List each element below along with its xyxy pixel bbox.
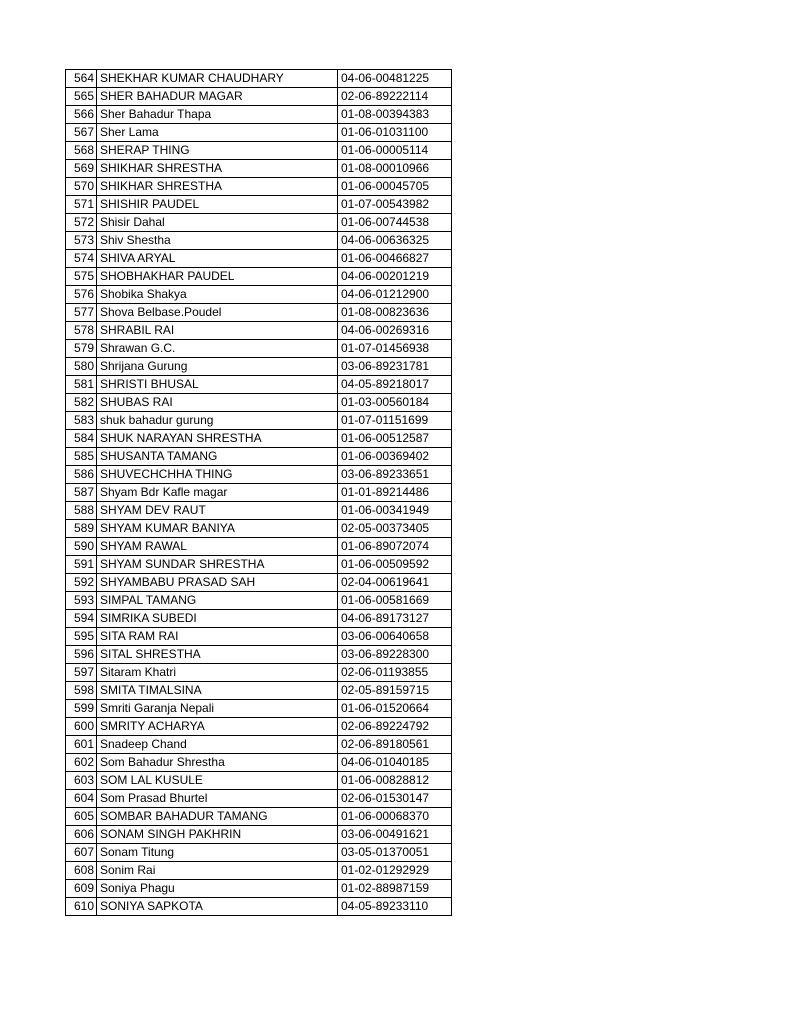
table-row (66, 574, 452, 592)
row-number-cell: 592 (66, 574, 97, 592)
row-number-cell: 569 (66, 160, 97, 178)
table-row (66, 664, 452, 682)
name-cell: SHYAM SUNDAR SHRESTHA (97, 556, 338, 574)
roster-body (66, 70, 452, 916)
id-number-cell: 01-06-00828812 (338, 772, 452, 790)
table-row (66, 286, 452, 304)
row-number-cell: 598 (66, 682, 97, 700)
name-cell: Sher Bahadur Thapa (97, 106, 338, 124)
table-row (66, 826, 452, 844)
table-row (66, 430, 452, 448)
name-cell: Som Prasad Bhurtel (97, 790, 338, 808)
row-number-cell: 595 (66, 628, 97, 646)
table-row (66, 412, 452, 430)
table-row (66, 538, 452, 556)
table-row (66, 790, 452, 808)
name-cell: Shyam Bdr Kafle magar (97, 484, 338, 502)
name-cell: SHISHIR PAUDEL (97, 196, 338, 214)
name-cell: SIMPAL TAMANG (97, 592, 338, 610)
id-number-cell: 01-06-89072074 (338, 538, 452, 556)
table-row (66, 502, 452, 520)
table-row (66, 466, 452, 484)
id-number-cell: 01-06-00005114 (338, 142, 452, 160)
name-cell: Shobika Shakya (97, 286, 338, 304)
table-row (66, 772, 452, 790)
row-number-cell: 596 (66, 646, 97, 664)
id-number-cell: 01-08-00010966 (338, 160, 452, 178)
name-cell: SHUVECHCHHA THING (97, 466, 338, 484)
id-number-cell: 01-06-00045705 (338, 178, 452, 196)
table-row (66, 880, 452, 898)
table-row (66, 142, 452, 160)
table-row (66, 520, 452, 538)
id-number-cell: 04-06-01212900 (338, 286, 452, 304)
id-number-cell: 02-06-01530147 (338, 790, 452, 808)
name-cell: SHUK NARAYAN SHRESTHA (97, 430, 338, 448)
row-number-cell: 564 (66, 70, 97, 88)
table-row (66, 862, 452, 880)
table-row (66, 70, 452, 88)
table-row (66, 322, 452, 340)
row-number-cell: 588 (66, 502, 97, 520)
id-number-cell: 02-06-89222114 (338, 88, 452, 106)
id-number-cell: 01-06-00512587 (338, 430, 452, 448)
row-number-cell: 574 (66, 250, 97, 268)
name-cell: SONAM SINGH PAKHRIN (97, 826, 338, 844)
row-number-cell: 567 (66, 124, 97, 142)
id-number-cell: 02-06-89224792 (338, 718, 452, 736)
row-number-cell: 568 (66, 142, 97, 160)
id-number-cell: 04-05-89218017 (338, 376, 452, 394)
name-cell: Soniya Phagu (97, 880, 338, 898)
row-number-cell: 579 (66, 340, 97, 358)
name-cell: Shisir Dahal (97, 214, 338, 232)
table-row (66, 358, 452, 376)
row-number-cell: 610 (66, 898, 97, 916)
name-cell: SHRABIL RAI (97, 322, 338, 340)
row-number-cell: 594 (66, 610, 97, 628)
name-cell: SHOBHAKHAR PAUDEL (97, 268, 338, 286)
table-row (66, 268, 452, 286)
table-row (66, 592, 452, 610)
name-cell: SHERAP THING (97, 142, 338, 160)
table-row (66, 394, 452, 412)
id-number-cell: 04-06-00481225 (338, 70, 452, 88)
row-number-cell: 597 (66, 664, 97, 682)
id-number-cell: 01-06-00744538 (338, 214, 452, 232)
row-number-cell: 581 (66, 376, 97, 394)
row-number-cell: 572 (66, 214, 97, 232)
id-number-cell: 01-06-00341949 (338, 502, 452, 520)
id-number-cell: 03-06-89231781 (338, 358, 452, 376)
row-number-cell: 599 (66, 700, 97, 718)
id-number-cell: 01-07-01456938 (338, 340, 452, 358)
table-row (66, 196, 452, 214)
id-number-cell: 01-03-00560184 (338, 394, 452, 412)
id-number-cell: 04-05-89233110 (338, 898, 452, 916)
row-number-cell: 578 (66, 322, 97, 340)
name-cell: SHUBAS RAI (97, 394, 338, 412)
row-number-cell: 606 (66, 826, 97, 844)
name-cell: SHIKHAR SHRESTHA (97, 160, 338, 178)
row-number-cell: 590 (66, 538, 97, 556)
name-cell: SHYAMBABU PRASAD SAH (97, 574, 338, 592)
id-number-cell: 03-06-89233651 (338, 466, 452, 484)
row-number-cell: 571 (66, 196, 97, 214)
name-cell: SOM LAL KUSULE (97, 772, 338, 790)
name-cell: Snadeep Chand (97, 736, 338, 754)
name-cell: Shova Belbase.Poudel (97, 304, 338, 322)
name-cell: SITA RAM RAI (97, 628, 338, 646)
name-cell: SHYAM KUMAR BANIYA (97, 520, 338, 538)
row-number-cell: 604 (66, 790, 97, 808)
id-number-cell: 01-06-01520664 (338, 700, 452, 718)
id-number-cell: 04-06-89173127 (338, 610, 452, 628)
table-row (66, 556, 452, 574)
name-cell: Shiv Shestha (97, 232, 338, 250)
name-cell: Som Bahadur Shrestha (97, 754, 338, 772)
id-number-cell: 01-01-89214486 (338, 484, 452, 502)
name-cell: shuk bahadur gurung (97, 412, 338, 430)
id-number-cell: 01-06-00581669 (338, 592, 452, 610)
id-number-cell: 01-06-00509592 (338, 556, 452, 574)
name-cell: SIMRIKA SUBEDI (97, 610, 338, 628)
row-number-cell: 587 (66, 484, 97, 502)
table-row (66, 160, 452, 178)
row-number-cell: 609 (66, 880, 97, 898)
table-row (66, 304, 452, 322)
name-cell: Sher Lama (97, 124, 338, 142)
table-row (66, 448, 452, 466)
table-row (66, 628, 452, 646)
name-cell: SHYAM RAWAL (97, 538, 338, 556)
name-cell: SMRITY ACHARYA (97, 718, 338, 736)
table-row (66, 610, 452, 628)
id-number-cell: 02-05-00373405 (338, 520, 452, 538)
table-row (66, 88, 452, 106)
table-row (66, 106, 452, 124)
name-cell: Shrawan G.C. (97, 340, 338, 358)
id-number-cell: 01-06-00466827 (338, 250, 452, 268)
row-number-cell: 605 (66, 808, 97, 826)
row-number-cell: 584 (66, 430, 97, 448)
name-cell: SHEKHAR KUMAR CHAUDHARY (97, 70, 338, 88)
id-number-cell: 01-08-00823636 (338, 304, 452, 322)
table-row (66, 232, 452, 250)
id-number-cell: 03-06-89228300 (338, 646, 452, 664)
row-number-cell: 570 (66, 178, 97, 196)
row-number-cell: 591 (66, 556, 97, 574)
name-cell: SHIVA ARYAL (97, 250, 338, 268)
id-number-cell: 04-06-00201219 (338, 268, 452, 286)
table-row (66, 754, 452, 772)
name-cell: Sonam Titung (97, 844, 338, 862)
name-cell: Smriti Garanja Nepali (97, 700, 338, 718)
id-number-cell: 03-06-00640658 (338, 628, 452, 646)
id-number-cell: 01-02-01292929 (338, 862, 452, 880)
row-number-cell: 600 (66, 718, 97, 736)
row-number-cell: 603 (66, 772, 97, 790)
row-number-cell: 577 (66, 304, 97, 322)
row-number-cell: 576 (66, 286, 97, 304)
id-number-cell: 01-06-00369402 (338, 448, 452, 466)
row-number-cell: 602 (66, 754, 97, 772)
row-number-cell: 608 (66, 862, 97, 880)
table-row (66, 250, 452, 268)
row-number-cell: 580 (66, 358, 97, 376)
table-row (66, 718, 452, 736)
row-number-cell: 585 (66, 448, 97, 466)
table-row (66, 124, 452, 142)
table-row (66, 844, 452, 862)
id-number-cell: 04-06-00636325 (338, 232, 452, 250)
table-row (66, 214, 452, 232)
id-number-cell: 01-02-88987159 (338, 880, 452, 898)
table-row (66, 340, 452, 358)
id-number-cell: 02-05-89159715 (338, 682, 452, 700)
id-number-cell: 02-04-00619641 (338, 574, 452, 592)
name-cell: SONIYA SAPKOTA (97, 898, 338, 916)
id-number-cell: 03-05-01370051 (338, 844, 452, 862)
id-number-cell: 02-06-89180561 (338, 736, 452, 754)
name-cell: Sitaram Khatri (97, 664, 338, 682)
name-cell: SMITA TIMALSINA (97, 682, 338, 700)
row-number-cell: 565 (66, 88, 97, 106)
id-number-cell: 01-08-00394383 (338, 106, 452, 124)
name-cell: SHUSANTA TAMANG (97, 448, 338, 466)
name-cell: SOMBAR BAHADUR TAMANG (97, 808, 338, 826)
id-number-cell: 01-07-00543982 (338, 196, 452, 214)
row-number-cell: 586 (66, 466, 97, 484)
row-number-cell: 583 (66, 412, 97, 430)
name-cell: SHYAM DEV RAUT (97, 502, 338, 520)
name-cell: Sonim Rai (97, 862, 338, 880)
row-number-cell: 607 (66, 844, 97, 862)
id-number-cell: 04-06-01040185 (338, 754, 452, 772)
name-cell: Shrijana Gurung (97, 358, 338, 376)
table-row (66, 700, 452, 718)
table-row (66, 178, 452, 196)
table-row (66, 736, 452, 754)
table-row (66, 898, 452, 916)
id-number-cell: 01-07-01151699 (338, 412, 452, 430)
name-cell: SITAL SHRESTHA (97, 646, 338, 664)
row-number-cell: 601 (66, 736, 97, 754)
row-number-cell: 593 (66, 592, 97, 610)
table-row (66, 682, 452, 700)
id-number-cell: 02-06-01193855 (338, 664, 452, 682)
roster-table (65, 69, 452, 916)
id-number-cell: 03-06-00491621 (338, 826, 452, 844)
table-row (66, 808, 452, 826)
id-number-cell: 01-06-00068370 (338, 808, 452, 826)
row-number-cell: 573 (66, 232, 97, 250)
name-cell: SHER BAHADUR MAGAR (97, 88, 338, 106)
table-row (66, 646, 452, 664)
row-number-cell: 575 (66, 268, 97, 286)
name-cell: SHIKHAR SHRESTHA (97, 178, 338, 196)
id-number-cell: 01-06-01031100 (338, 124, 452, 142)
table-row (66, 484, 452, 502)
row-number-cell: 589 (66, 520, 97, 538)
id-number-cell: 04-06-00269316 (338, 322, 452, 340)
name-cell: SHRISTI BHUSAL (97, 376, 338, 394)
table-row (66, 376, 452, 394)
row-number-cell: 582 (66, 394, 97, 412)
row-number-cell: 566 (66, 106, 97, 124)
